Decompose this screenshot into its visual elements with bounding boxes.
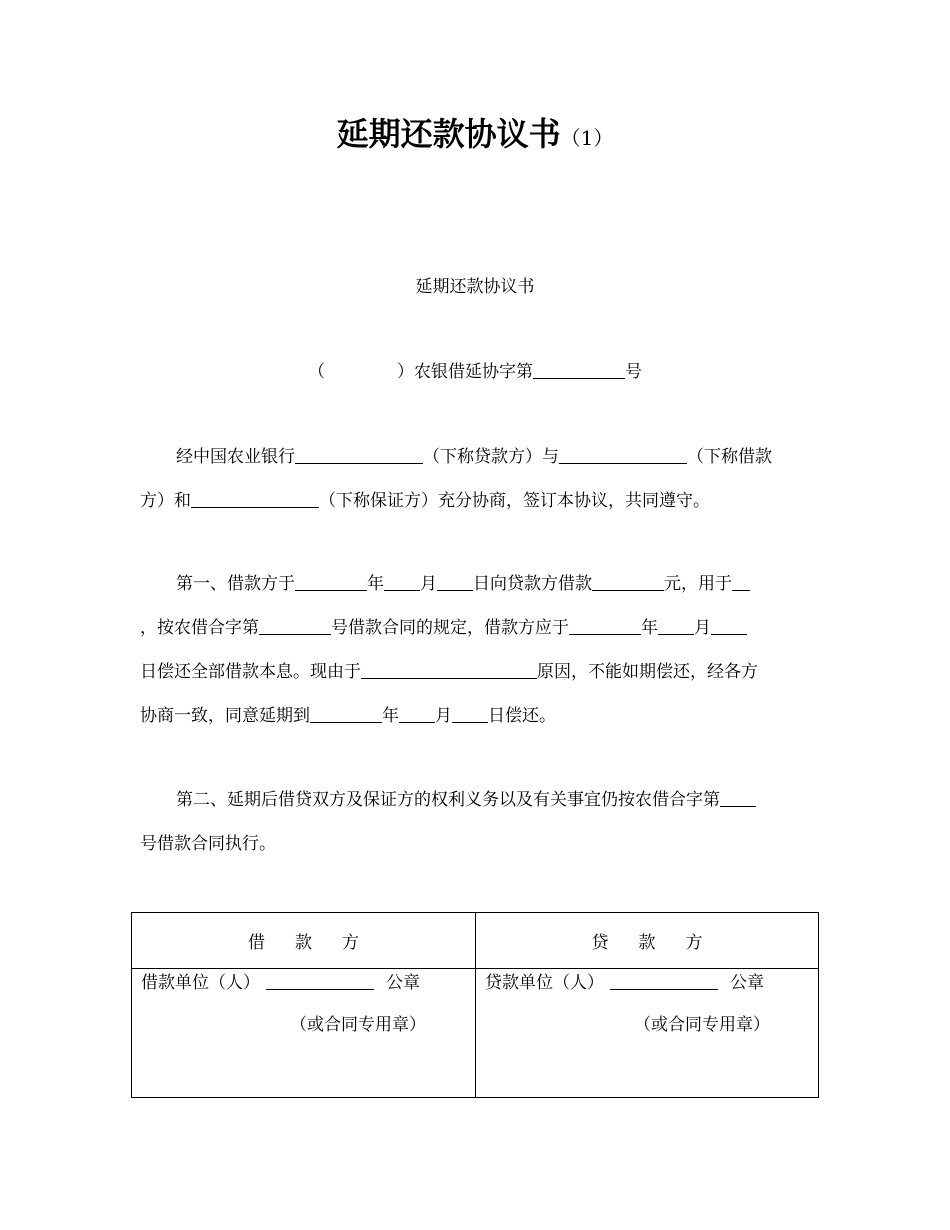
original-contract-blank[interactable] [720, 788, 756, 807]
borrower-header-char: 款 [295, 933, 312, 953]
lender-name-blank[interactable] [295, 445, 423, 464]
article-text: 月 [435, 706, 452, 726]
article-2-line-1 [140, 778, 812, 822]
article-text: 第二、延期后借贷双方及保证方的权利义务以及有关事宜仍按农借合字第 [176, 790, 720, 810]
article-text: 年 [382, 706, 399, 726]
extended-month-blank[interactable] [399, 704, 435, 723]
title-suffix: （1） [560, 126, 614, 150]
article-text: 年 [641, 618, 658, 638]
lender-header-char: 方 [685, 933, 703, 953]
borrower-name-blank[interactable] [559, 445, 687, 464]
article-text: 号借款合同执行。 [140, 834, 276, 854]
borrower-seal-label: 公章 [386, 973, 420, 993]
article-1-line-1 [140, 562, 812, 606]
article-text: 月 [420, 574, 437, 594]
article-text: 年 [367, 574, 384, 594]
document-number-line [0, 360, 950, 384]
due-year-blank[interactable] [569, 616, 641, 635]
loan-month-blank[interactable] [384, 572, 420, 591]
borrower-unit-blank[interactable] [266, 971, 374, 990]
intro-line-2 [140, 479, 812, 523]
article-text: 第一、借款方于 [176, 574, 295, 594]
doc-number-text: ）农银借延协字第 [397, 362, 533, 382]
doc-number-suffix: 号 [625, 362, 642, 382]
article-text: 日偿还。 [488, 706, 556, 726]
article-text: 日向贷款方借款 [473, 574, 592, 594]
borrower-header-char: 借 [248, 933, 265, 953]
signature-table-header [132, 913, 819, 969]
delay-reason-blank[interactable] [361, 660, 537, 679]
loan-purpose-blank[interactable] [732, 572, 750, 591]
intro-text: 经中国农业银行 [176, 447, 295, 467]
borrower-unit-label: 借款单位（人） [141, 973, 260, 993]
article-text: 月 [694, 618, 711, 638]
document-title [0, 112, 950, 160]
signature-table [131, 912, 819, 1098]
lender-header-char: 贷 [591, 933, 609, 953]
article-1-line-2 [140, 606, 812, 650]
doc-number-open-paren: （ [308, 362, 325, 382]
article-2-line-2 [140, 822, 812, 866]
borrower-unit-row [141, 971, 420, 995]
signature-table-body [132, 969, 819, 1098]
contract-number-blank[interactable] [259, 616, 331, 635]
intro-text: （下称贷款方）与 [423, 447, 559, 467]
intro-text: （下称保证方）充分协商，签订本协议，共同遵守。 [319, 491, 710, 511]
document-subtitle: 延期还款协议书 [415, 277, 535, 297]
lender-unit-label: 贷款单位（人） [485, 973, 604, 993]
lender-signature-cell[interactable] [476, 969, 819, 1098]
intro-paragraph [140, 435, 812, 523]
intro-line-1 [140, 435, 812, 479]
article-text: 协商一致，同意延期到 [140, 706, 310, 726]
lender-seal-label: 公章 [730, 973, 764, 993]
article-1-line-4 [140, 694, 812, 738]
lender-header-cell [476, 913, 819, 969]
title-text: 延期还款协议书 [336, 115, 561, 153]
lender-unit-blank[interactable] [610, 971, 718, 990]
extended-day-blank[interactable] [452, 704, 488, 723]
lender-unit-row [485, 971, 764, 995]
loan-year-blank[interactable] [295, 572, 367, 591]
loan-amount-blank[interactable] [592, 572, 664, 591]
borrower-header-cell [132, 913, 476, 969]
article-1-line-3 [140, 650, 812, 694]
doc-number-blank[interactable] [533, 360, 625, 379]
due-month-blank[interactable] [658, 616, 694, 635]
borrower-signature-cell[interactable] [132, 969, 476, 1098]
borrower-contract-seal-note: （或合同专用章） [290, 1015, 426, 1035]
article-2-paragraph [140, 778, 812, 866]
loan-day-blank[interactable] [437, 572, 473, 591]
intro-text: 方）和 [140, 491, 191, 511]
guarantor-name-blank[interactable] [191, 489, 319, 508]
article-text: 日偿还全部借款本息。现由于 [140, 662, 361, 682]
extended-year-blank[interactable] [310, 704, 382, 723]
lender-contract-seal-note: （或合同专用章） [634, 1015, 770, 1035]
lender-header-char: 款 [638, 933, 656, 953]
borrower-header-char: 方 [342, 933, 359, 953]
article-text: 号借款合同的规定，借款方应于 [331, 618, 569, 638]
due-day-blank[interactable] [711, 616, 747, 635]
article-1-paragraph [140, 562, 812, 738]
intro-text: （下称借款 [687, 447, 772, 467]
article-text: 元，用于 [664, 574, 732, 594]
article-text: 原因，不能如期偿还，经各方 [537, 662, 758, 682]
article-text: ，按农借合字第 [140, 618, 259, 638]
